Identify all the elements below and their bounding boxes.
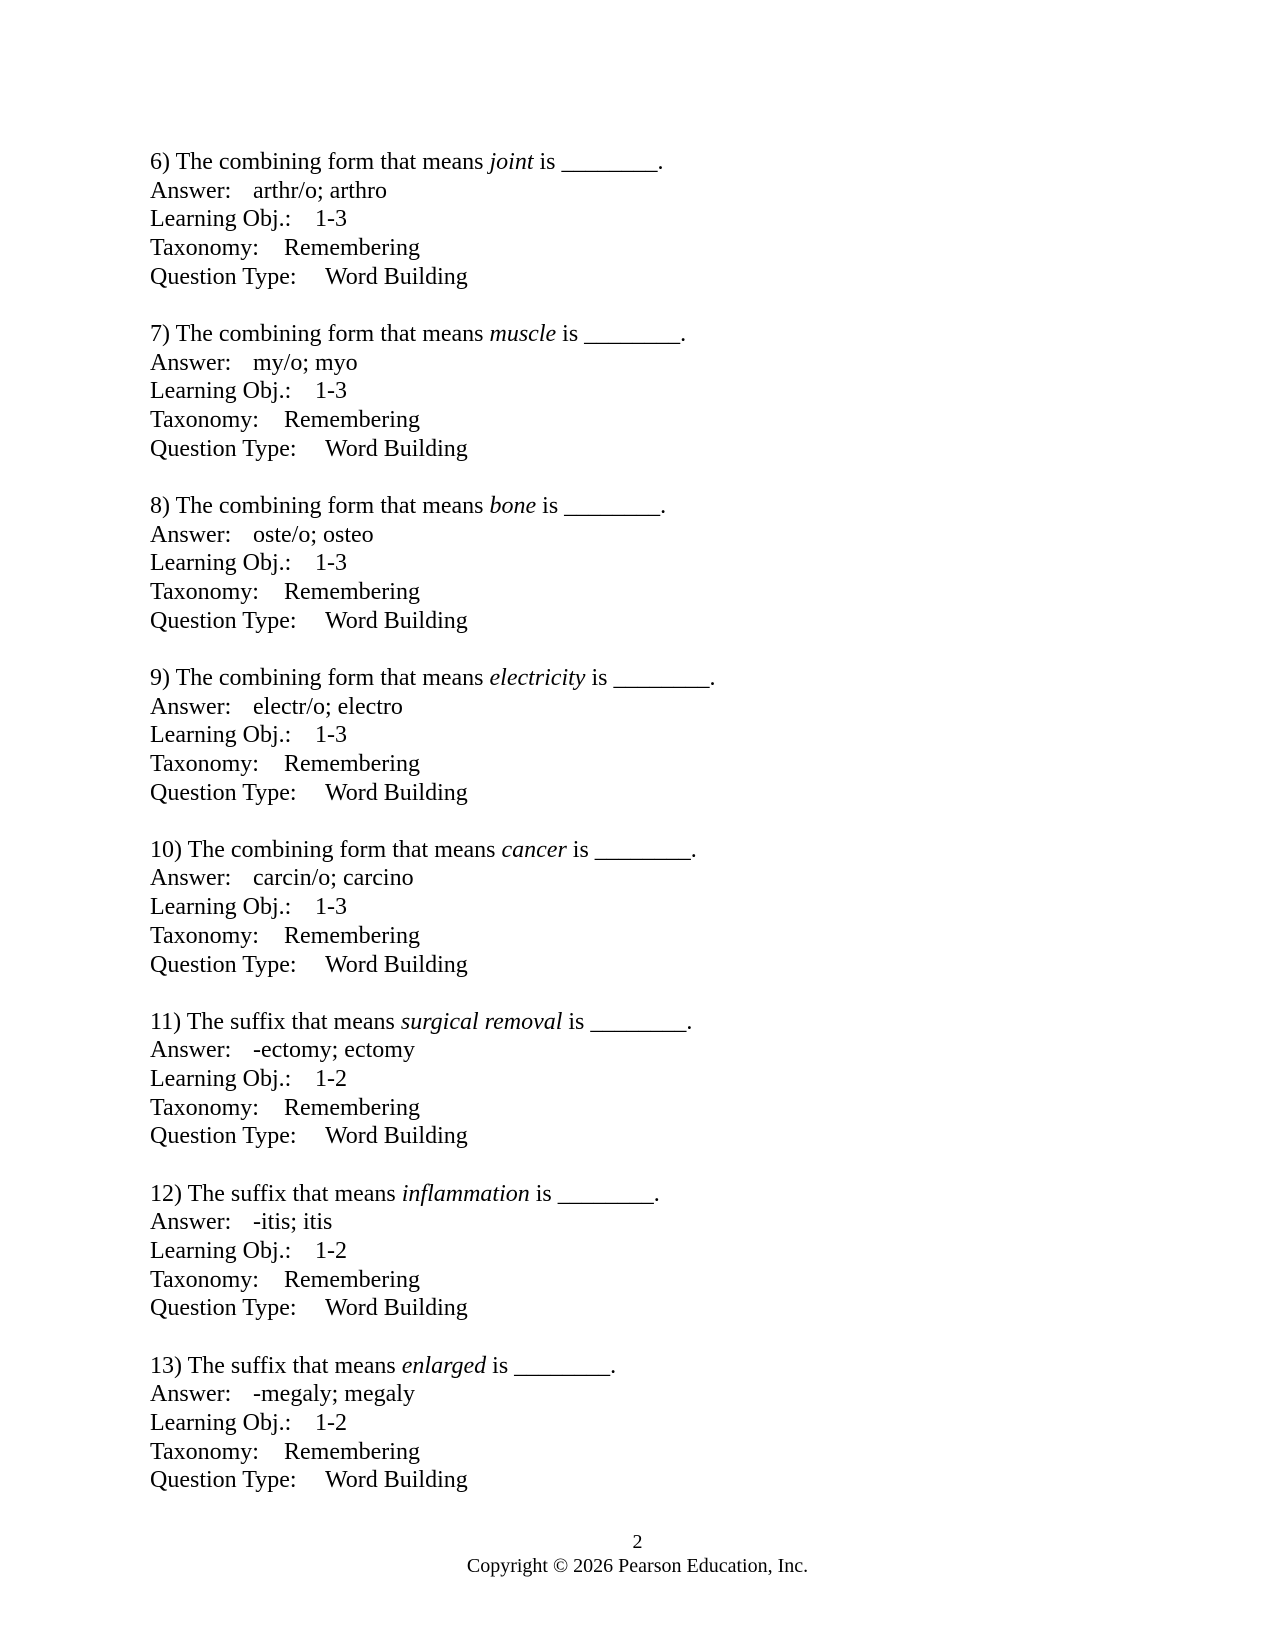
learning-obj-label: Learning Obj.: <box>150 378 292 405</box>
answer-value: carcin/o; carcino <box>253 865 414 892</box>
question-type-label: Question Type: <box>150 607 297 634</box>
question-type-label: Question Type: <box>150 1295 297 1322</box>
question-text: The combining form that means <box>187 836 496 863</box>
question-number: 7) <box>150 320 170 347</box>
question-type-line <box>150 435 1150 464</box>
learning-obj-line <box>150 549 1150 578</box>
learning-obj-line <box>150 205 1150 234</box>
answer-line <box>150 1380 1150 1409</box>
answer-line <box>150 1036 1150 1065</box>
question-stem <box>150 664 1150 693</box>
taxonomy-line <box>150 1094 1150 1123</box>
question-term: bone <box>489 492 537 519</box>
taxonomy-value: Remembering <box>284 578 420 605</box>
question-text: The combining form that means <box>175 492 484 519</box>
answer-label: Answer: <box>150 1209 232 1236</box>
answer-label: Answer: <box>150 865 232 892</box>
taxonomy-line <box>150 1266 1150 1295</box>
taxonomy-value: Remembering <box>284 1266 420 1293</box>
taxonomy-label: Taxonomy: <box>150 235 259 262</box>
answer-line <box>150 177 1150 206</box>
learning-obj-value: 1-2 <box>315 1066 347 1093</box>
question-term: cancer <box>501 836 567 863</box>
question-11 <box>150 1008 1150 1151</box>
question-type-label: Question Type: <box>150 435 297 462</box>
question-text: The suffix that means <box>187 1352 396 1379</box>
question-type-line <box>150 1466 1150 1495</box>
question-stem <box>150 1352 1150 1381</box>
question-number: 11) <box>150 1008 182 1035</box>
question-stem <box>150 320 1150 349</box>
question-term: muscle <box>489 320 557 347</box>
answer-value: my/o; myo <box>253 349 358 376</box>
copyright-notice: Copyright © 2026 Pearson Education, Inc. <box>466 1555 809 1577</box>
question-12 <box>150 1180 1150 1323</box>
question-number: 13) <box>150 1352 182 1379</box>
learning-obj-label: Learning Obj.: <box>150 1409 292 1436</box>
learning-obj-value: 1-3 <box>315 722 347 749</box>
question-blank: is ________. <box>535 1180 660 1207</box>
taxonomy-label: Taxonomy: <box>150 1266 259 1293</box>
question-13 <box>150 1352 1150 1495</box>
question-type-value: Word Building <box>325 779 468 806</box>
question-blank: is ________. <box>562 320 687 347</box>
question-type-line <box>150 263 1150 292</box>
answer-line <box>150 349 1150 378</box>
learning-obj-value: 1-3 <box>315 378 347 405</box>
answer-line <box>150 864 1150 893</box>
taxonomy-line <box>150 234 1150 263</box>
learning-obj-line <box>150 893 1150 922</box>
taxonomy-label: Taxonomy: <box>150 922 259 949</box>
question-text: The combining form that means <box>175 149 484 175</box>
taxonomy-line <box>150 750 1150 779</box>
question-type-line <box>150 1122 1150 1151</box>
learning-obj-label: Learning Obj.: <box>150 550 292 577</box>
answer-value: -ectomy; ectomy <box>253 1037 415 1064</box>
question-term: inflammation <box>401 1180 530 1207</box>
question-type-value: Word Building <box>325 951 468 978</box>
question-blank: is ________. <box>539 149 664 175</box>
learning-obj-value: 1-3 <box>315 206 347 233</box>
learning-obj-line <box>150 1237 1150 1266</box>
taxonomy-value: Remembering <box>284 1438 420 1465</box>
question-type-label: Question Type: <box>150 951 297 978</box>
question-stem <box>150 1180 1150 1209</box>
taxonomy-line <box>150 1438 1150 1467</box>
taxonomy-value: Remembering <box>284 922 420 949</box>
taxonomy-value: Remembering <box>284 235 420 262</box>
answer-value: electr/o; electro <box>253 693 403 720</box>
answer-label: Answer: <box>150 1381 232 1408</box>
answer-value: -megaly; megaly <box>253 1381 415 1408</box>
learning-obj-label: Learning Obj.: <box>150 1238 292 1264</box>
taxonomy-line <box>150 578 1150 607</box>
taxonomy-label: Taxonomy: <box>150 407 259 433</box>
question-number: 6) <box>150 149 170 175</box>
question-stem <box>150 492 1150 521</box>
learning-obj-value: 1-3 <box>315 894 347 921</box>
question-blank: is ________. <box>568 1008 693 1035</box>
question-stem <box>150 836 1150 865</box>
question-type-value: Word Building <box>325 1123 468 1150</box>
question-stem <box>150 1008 1150 1037</box>
answer-value: -itis; itis <box>253 1209 333 1236</box>
taxonomy-label: Taxonomy: <box>150 1094 259 1121</box>
question-blank: is ________. <box>542 492 667 519</box>
answer-line <box>150 1208 1150 1237</box>
taxonomy-label: Taxonomy: <box>150 578 259 605</box>
learning-obj-line <box>150 377 1150 406</box>
taxonomy-line <box>150 922 1150 951</box>
question-type-value: Word Building <box>325 607 468 634</box>
learning-obj-label: Learning Obj.: <box>150 1066 292 1093</box>
question-term: joint <box>489 149 534 175</box>
learning-obj-value: 1-2 <box>315 1238 347 1264</box>
answer-label: Answer: <box>150 521 232 548</box>
answer-line <box>150 521 1150 550</box>
question-text: The suffix that means <box>187 1180 396 1207</box>
question-type-value: Word Building <box>325 1467 468 1494</box>
question-text: The combining form that means <box>175 664 484 691</box>
taxonomy-value: Remembering <box>284 1094 420 1121</box>
question-blank: is ________. <box>591 664 716 691</box>
question-type-label: Question Type: <box>150 263 297 290</box>
learning-obj-line <box>150 1409 1150 1438</box>
question-blank: is ________. <box>572 836 697 863</box>
learning-obj-value: 1-3 <box>315 550 347 577</box>
question-type-value: Word Building <box>325 435 468 462</box>
question-blank: is ________. <box>492 1352 617 1379</box>
learning-obj-line <box>150 721 1150 750</box>
question-6 <box>150 148 1150 291</box>
question-8 <box>150 492 1150 635</box>
question-text: The combining form that means <box>175 320 484 347</box>
answer-label: Answer: <box>150 349 232 376</box>
taxonomy-line <box>150 406 1150 435</box>
question-type-label: Question Type: <box>150 1123 297 1150</box>
answer-label: Answer: <box>150 177 232 204</box>
learning-obj-label: Learning Obj.: <box>150 206 292 233</box>
taxonomy-value: Remembering <box>284 407 420 433</box>
question-number: 12) <box>150 1180 182 1207</box>
answer-label: Answer: <box>150 693 232 720</box>
question-type-label: Question Type: <box>150 1467 297 1494</box>
taxonomy-label: Taxonomy: <box>150 750 259 777</box>
question-type-line <box>150 779 1150 808</box>
learning-obj-line <box>150 1065 1150 1094</box>
question-term: enlarged <box>401 1352 487 1379</box>
question-number: 8) <box>150 492 170 519</box>
learning-obj-label: Learning Obj.: <box>150 722 292 749</box>
question-type-line <box>150 607 1150 636</box>
question-stem <box>150 148 1150 177</box>
question-10 <box>150 836 1150 979</box>
answer-value: oste/o; osteo <box>253 521 374 548</box>
question-type-label: Question Type: <box>150 779 297 806</box>
question-type-line <box>150 951 1150 980</box>
question-9 <box>150 664 1150 807</box>
page-number: 2 <box>632 1531 643 1553</box>
question-term: surgical removal <box>400 1008 563 1035</box>
taxonomy-label: Taxonomy: <box>150 1438 259 1465</box>
question-text: The suffix that means <box>186 1008 395 1035</box>
answer-label: Answer: <box>150 1037 232 1064</box>
learning-obj-value: 1-2 <box>315 1409 347 1436</box>
question-type-value: Word Building <box>325 263 468 290</box>
answer-line <box>150 693 1150 722</box>
question-number: 10) <box>150 836 182 863</box>
question-type-line <box>150 1294 1150 1323</box>
answer-value: arthr/o; arthro <box>253 177 387 204</box>
question-list <box>150 148 1150 1524</box>
learning-obj-label: Learning Obj.: <box>150 894 292 921</box>
question-number: 9) <box>150 664 170 691</box>
question-7 <box>150 320 1150 463</box>
taxonomy-value: Remembering <box>284 750 420 777</box>
question-type-value: Word Building <box>325 1295 468 1322</box>
question-term: electricity <box>489 664 586 691</box>
